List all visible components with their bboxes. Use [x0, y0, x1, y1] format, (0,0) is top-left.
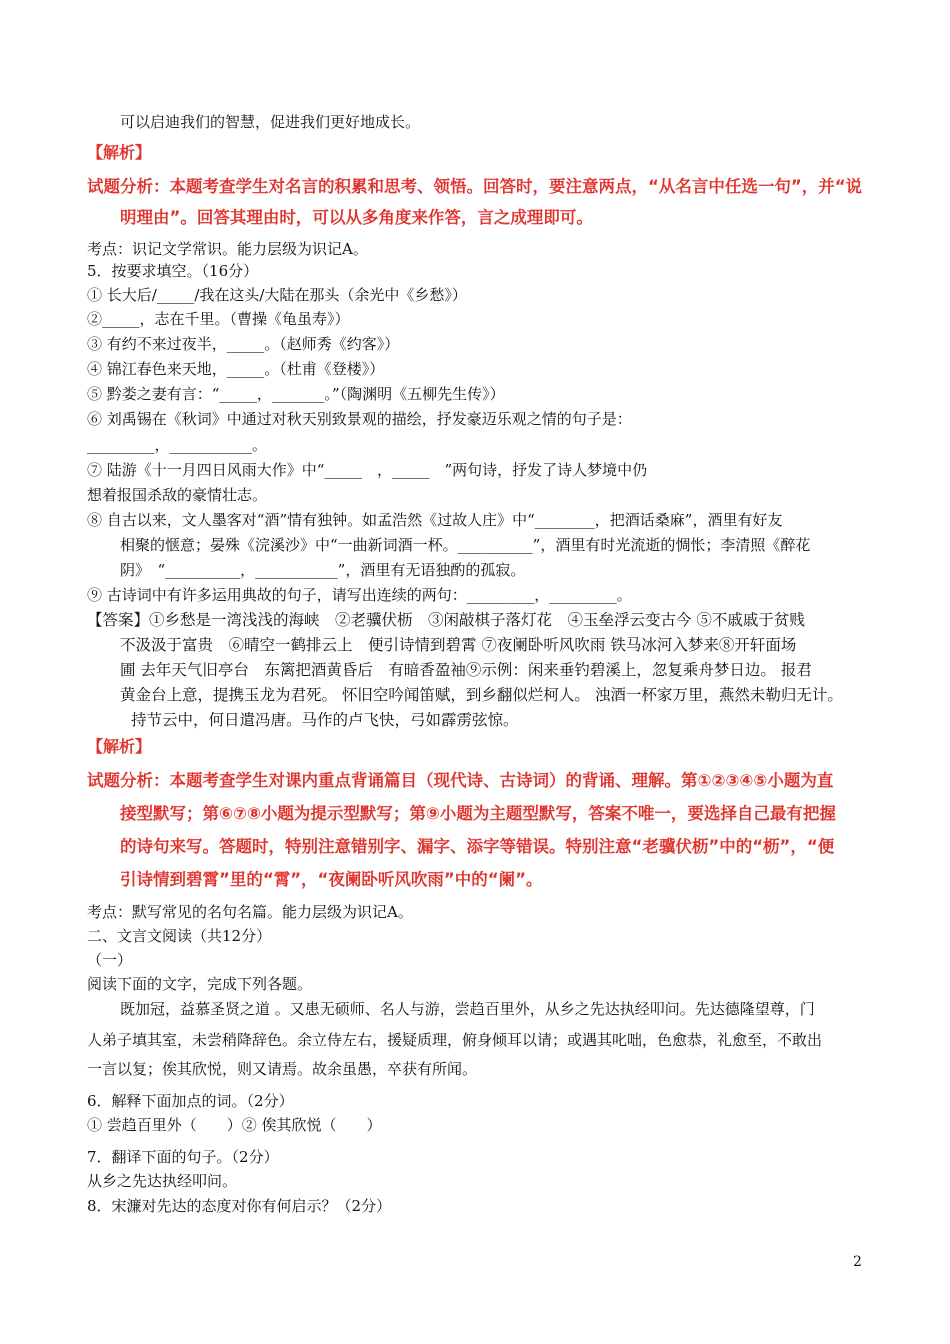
- text-line: 阅读下面的文字，完成下列各题。: [87, 975, 313, 993]
- text-line: 阴》 “__________，___________”，酒里有无语独酌的孤寂。: [120, 561, 526, 579]
- text-line: ⑧ 自古以来，文人墨客对“酒”情有独钟。如孟浩然《过故人庄》中“________，把酒话桑麻”，酒里有好友: [87, 511, 783, 529]
- text-line: 试题分析：本题考查学生对名言的积累和思考、领悟。回答时，要注意两点，“从名言中任选一句”，并“说: [87, 177, 863, 196]
- text-line: ⑨ 古诗词中有许多运用典故的句子，请写出连续的两句：_________，_________。: [87, 586, 632, 604]
- text-line: ②_____，志在千里。（曹操《龟虽寿》）: [87, 310, 350, 328]
- text-line: 一言以复；俟其欣悦，则又请焉。故余虽愚，卒获有所闻。: [87, 1060, 478, 1078]
- text-line: 可以启迪我们的智慧，促进我们更好地成长。: [120, 113, 421, 131]
- text-line: 考点：默写常见的名句名篇。能力层级为识记A。: [87, 903, 413, 921]
- text-line: 持节云中，何日遣冯唐。马作的卢飞快，弓如霹雳弦惊。: [131, 711, 519, 729]
- text-line: 7．翻译下面的句子。（2分）: [87, 1148, 279, 1166]
- text-line: 明理由”。回答其理由时，可以从多角度来作答，言之成理即可。: [120, 208, 593, 227]
- text-line: 圃 去年天气旧亭台 东篱把酒黄昏后 有暗香盈袖⑨示例：闲来垂钓碧溪上，忽复乘舟梦日边。 报君: [120, 661, 812, 679]
- text-line: （一）: [87, 951, 133, 969]
- text-line: 二、文言文阅读（共12分）: [87, 927, 272, 945]
- text-line: ① 尝趋百里外（ ）② 俟其欣悦（ ）: [87, 1116, 382, 1134]
- text-line: 试题分析：本题考查学生对课内重点背诵篇目（现代诗、古诗词）的背诵、理解。第①②③④⑤小题为直: [87, 771, 834, 790]
- text-line: 【答案】①乡愁是一湾浅浅的海峡 ②老骥伏枥 ③闲敲棋子落灯花 ④玉垒浮云变古今 ⑤不戚戚于贫贱: [87, 611, 805, 629]
- text-line: 不汲汲于富贵 ⑥晴空一鹤排云上 便引诗情到碧霄 ⑦夜阑卧听风吹雨 铁马冰河入梦来⑧开轩面场: [120, 636, 797, 654]
- text-line: ⑥ 刘禹锡在《秋词》中通过对秋天别致景观的描绘，抒发豪迈乐观之情的句子是：: [87, 410, 632, 428]
- text-line: ① 长大后/_____/我在这头/大陆在那头（余光中《乡愁》）: [87, 286, 467, 304]
- text-line: ④ 锦江春色来天地，_____。（杜甫《登楼》）: [87, 360, 385, 378]
- text-line: 考点：识记文学常识。能力层级为识记A。: [87, 240, 368, 258]
- text-line: 【解析】: [87, 737, 152, 756]
- text-line: ⑦ 陆游《十一月四日风雨大作》中“_____ ，_____ ”两句诗，抒发了诗人梦境中仍: [87, 461, 648, 479]
- text-line: 想着报国杀敌的豪情壮志。: [87, 486, 268, 504]
- text-line: 黄金台上意，提携玉龙为君死。 怀旧空吟闻笛赋，到乡翻似烂柯人。 浊酒一杯家万里，燕然未勒归无计。: [120, 686, 843, 704]
- text-line: ⑤ 黔娄之妻有言：“_____，_______。”（陶渊明《五柳先生传》）: [87, 385, 505, 403]
- text-line: 接型默写；第⑥⑦⑧小题为提示型默写；第⑨小题为主题型默写，答案不唯一，要选择自己最有把握: [120, 804, 836, 823]
- text-line: 8．宋濂对先达的态度对你有何启示？（2分）: [87, 1197, 392, 1215]
- text-line: 5．按要求填空。（16分）: [87, 262, 259, 280]
- text-line: 6．解释下面加点的词。（2分）: [87, 1092, 294, 1110]
- text-line: 引诗情到碧霄”里的“霄”，“夜阑卧听风吹雨”中的“阑”。: [120, 870, 543, 889]
- text-line: ③ 有约不来过夜半，_____。（赵师秀《约客》）: [87, 335, 400, 353]
- text-line: 相聚的惬意；晏殊《浣溪沙》中“一曲新词酒一杯。__________”，酒里有时光流逝的惆怅；李清照《醉花: [120, 536, 811, 554]
- text-line: 从乡之先达执经叩问。: [87, 1172, 238, 1190]
- page-number: 2: [853, 1254, 862, 1270]
- text-line: 【解析】: [87, 143, 152, 162]
- text-line: 的诗句来写。答题时，特别注意错别字、漏字、添字等错误。特别注意“老骥伏枥”中的“枥”，“便: [120, 837, 835, 856]
- text-line: 人弟子填其室，未尝稍降辞色。余立侍左右，援疑质理，俯身倾耳以请；或遇其叱咄，色愈恭，礼愈至，不敢出: [87, 1031, 823, 1049]
- text-line: 既加冠，益慕圣贤之道 。又患无硕师、名人与游，尝趋百里外，从乡之先达执经叩问。先达德隆望尊，门: [120, 1000, 815, 1018]
- text-line: _________，___________。: [87, 436, 268, 454]
